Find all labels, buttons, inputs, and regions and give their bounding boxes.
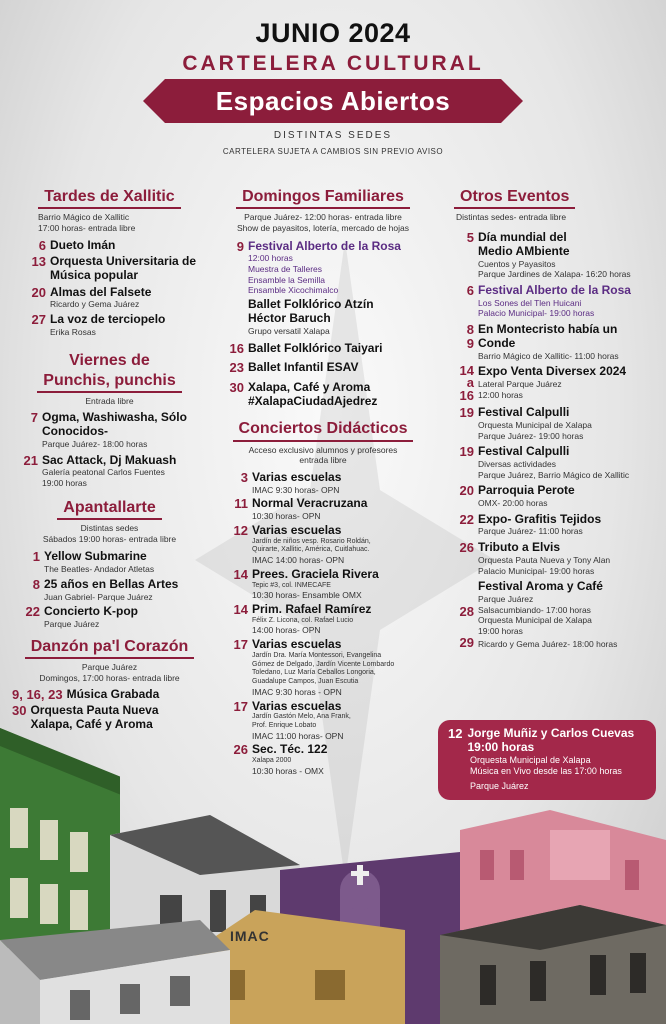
ribbon-label: Espacios Abiertos — [215, 85, 451, 116]
list-item: 22 Expo- Grafitis Tejidos Parque Juárez- 11:00 horas — [459, 511, 602, 537]
column-middle — [218, 188, 428, 777]
list-item: 21 Sac Attack, Dj Makuash Galería peatonal Carlos Fuentes 19:00 horas — [23, 452, 177, 489]
list-item: 28 Salsacumbiando- 17:00 horas Orquesta Municipal de Xalapa 19:00 horas — [459, 603, 592, 636]
list-item: 17 Varias escuelas Jardín Dra. María Montessori, Evangelina Gómez de Delgado, Jardín Vicente Lombardo Toledano, Luz María Ceballos Longoria, Guadalupe Campos, Juan Escutia IMAC 9:30 horas - OPN — [233, 637, 395, 697]
column-right — [444, 188, 658, 651]
list-item: 8 25 años en Bellas Artes Juan Gabriel- Parque Juárez — [32, 576, 179, 602]
section-info: Show de payasitos, lotería, mercado de hojas — [237, 223, 409, 234]
poster-subtitle: CARTELERA CULTURAL — [182, 52, 484, 75]
section-title-otros: Otros Eventos — [454, 188, 575, 209]
list-item: 11 Normal Veracruzana 10:30 horas- OPN — [234, 496, 368, 522]
list-item: Festival Aroma y Café Parque Juárez — [478, 579, 603, 604]
list-item: 20 Parroquia Perote OMX- 20:00 horas — [459, 483, 575, 509]
list-item: 12 Varias escuelas Jardín de niños vesp. Rosario Roldán, Quirarte, Xallitic, América, Cuitlahuac. IMAC 14:00 horas- OPN — [233, 522, 371, 566]
list-item: 5 Día mundial del Medio AMbiente Cuentos y Payasitos Parque Jardines de Xalapa- 16:20 horas — [466, 230, 631, 280]
section-info: Sábados 19:00 horas- entrada libre — [42, 533, 177, 544]
list-item: 23 Ballet Infantil ESAV — [229, 360, 359, 376]
section-title-conciertos: Conciertos Didácticos — [233, 420, 414, 441]
list-item: 9 Festival Alberto de la Rosa 12:00 horas Muestra de Talleres Ensamble la Semilla Ensamble Xicochimalco Ballet Folklórico Atzín Héctor Baruch Grupo versatil Xalapa — [236, 238, 401, 336]
section-title-danzon: Danzón pa'l Corazón — [25, 638, 195, 659]
list-item: 14 Prees. Graciela Rivera Tepic #3, col. INMECAFE 10:30 horas- Ensamble OMX — [233, 566, 379, 601]
list-item: 14 Prim. Rafael Ramírez Félix Z. Licona, col. Rafael Lucio 14:00 horas- OPN — [233, 601, 372, 636]
list-item: 8 9 En Montecristo había un Conde Barrio Mágico de Xallitic- 11:00 horas — [466, 321, 619, 361]
venues-note: DISTINTAS SEDES — [273, 130, 393, 141]
list-item: 13 Orquesta Universitaria de Música popular — [31, 253, 197, 282]
list-item: 26 Tributo a Elvis Orquesta Pauta Nueva y Tony Alan Palacio Municipal- 19:00 horas — [459, 540, 611, 576]
list-item: 20 Almas del Falsete Ricardo y Gema Juárez — [31, 284, 152, 310]
list-item: 30 Orquesta Pauta Nueva Xalapa, Café y Aroma — [12, 703, 159, 732]
roof-building-icon — [0, 920, 230, 1024]
imac-sign: IMAC — [230, 928, 270, 944]
list-item: 19 Festival Calpulli Diversas actividades Parque Juárez, Barrio Mágico de Xallitic — [459, 444, 630, 480]
section-title-xallitic: Tardes de Xallitic — [38, 188, 180, 209]
section-title-apantallarte: Apantallarte — [57, 499, 161, 520]
section-info: Domingos, 17:00 horas- entrada libre — [39, 672, 180, 683]
changes-notice: CARTELERA SUJETA A CAMBIOS SIN PREVIO AVISO — [222, 147, 444, 156]
list-item: 29 Ricardo y Gema Juárez- 18:00 horas — [459, 635, 618, 651]
highlight-event-card: 12 Jorge Muñiz y Carlos Cuevas 19:00 horas Orquesta Municipal de Xalapa Música en Vivo desde las 17:00 horas Parque Juárez — [438, 720, 656, 800]
list-item: 6 Dueto Imán — [38, 237, 116, 253]
dark-building-icon — [440, 905, 666, 1024]
list-item: 27 La voz de terciopelo Erika Rosas — [31, 311, 166, 337]
list-item: 16 Ballet Folklórico Taiyari — [229, 341, 383, 357]
list-item: 26 Sec. Téc. 122 Xalapa 2000 10:30 horas - OMX — [233, 742, 328, 776]
section-title-domingos: Domingos Familiares — [236, 188, 410, 209]
list-item: 30 Xalapa, Café y Aroma #XalapaCiudadAjedrez — [229, 379, 378, 408]
section-info: Parque Juárez — [81, 661, 138, 672]
section-info: Distintas sedes — [80, 523, 139, 534]
section-info: Barrio Mágico de Xallitic — [38, 212, 130, 223]
poster-title: JUNIO 2024 — [255, 18, 411, 48]
list-item: 14 a 16 Expo Venta Diversex 2024 Lateral Parque Juárez 12:00 horas — [459, 363, 627, 403]
section-info: Parque Juárez- 12:00 horas- entrada libre — [244, 212, 402, 223]
list-item: 1 Yellow Submarine The Beatles- Andador Atletas — [32, 549, 155, 575]
section-info: Distintas sedes- entrada libre — [456, 212, 567, 223]
section-title-punchis: Viernes de Punchis, punchis — [37, 351, 181, 392]
list-item: 9, 16, 23 Música Grabada — [12, 687, 160, 703]
section-info: 17:00 horas- entrada libre — [38, 223, 136, 234]
list-item: 6 Festival Alberto de la Rosa Los Sones del Tlen Huicani Palacio Municipal- 19:00 horas — [466, 282, 631, 319]
list-item: 3 Varias escuelas IMAC 9:30 horas- OPN — [240, 469, 342, 495]
list-item: 17 Varias escuelas Jardín Gastón Melo, Ana Frank, Prof. Enrique Lobato IMAC 11:00 horas- OPN — [233, 698, 351, 741]
section-info: entrada libre — [299, 455, 347, 466]
list-item: 19 Festival Calpulli Orquesta Municipal de Xalapa Parque Juárez- 19:00 horas — [459, 405, 592, 441]
list-item: 22 Concierto K-pop Parque Juárez — [25, 604, 138, 629]
list-item: 7 Ogma, Washiwasha, Sólo Conocidos- Parque Juárez- 18:00 horas — [30, 410, 187, 449]
section-info: Acceso exclusivo alumnos y profesores — [248, 444, 398, 455]
column-left — [12, 188, 207, 732]
section-info: Entrada libre — [85, 395, 134, 406]
title-ribbon — [165, 79, 501, 123]
